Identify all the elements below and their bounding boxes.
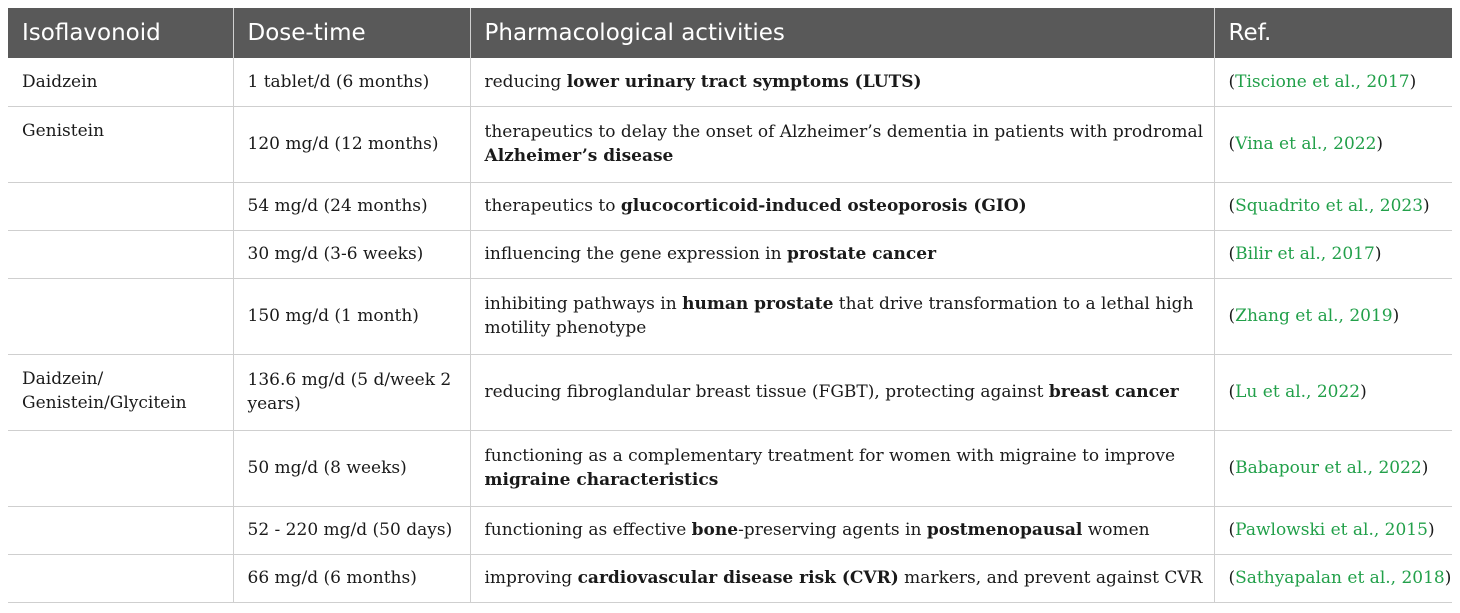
- activity-bold-text: lower urinary tract symptoms (LUTS): [566, 71, 922, 92]
- cell-ref: (Lu et al., 2022): [1214, 354, 1452, 430]
- table-row: [8, 430, 1452, 506]
- reference-link[interactable]: Squadrito et al., 2023: [1235, 196, 1424, 216]
- table-row: [8, 58, 1452, 106]
- table-row: [8, 554, 1452, 602]
- activity-text: therapeutics to: [484, 196, 621, 216]
- header-dose-time: Dose-time: [233, 8, 470, 58]
- cell-ref: (Babapour et al., 2022): [1214, 430, 1452, 506]
- reference-link[interactable]: Vina et al., 2022: [1235, 134, 1377, 154]
- cell-dose-time: 30 mg/d (3-6 weeks): [233, 230, 470, 278]
- header-pharmacological-activities: Pharmacological activities: [470, 8, 1214, 58]
- cell-ref: (Tiscione et al., 2017): [1214, 58, 1452, 106]
- cell-dose-time: 136.6 mg/d (5 d/week 2 years): [233, 354, 470, 430]
- activity-text: that drive transformation to a lethal high motility phenotype: [484, 294, 1194, 338]
- cell-dose-time: 52 - 220 mg/d (50 days): [233, 506, 470, 554]
- activity-bold-text: postmenopausal: [926, 520, 1083, 540]
- reference-link[interactable]: Zhang et al., 2019: [1235, 306, 1393, 326]
- table-row: [8, 506, 1452, 554]
- activity-bold-text: migraine characteristics: [484, 470, 719, 490]
- activity-text: reducing fibroglandular breast tissue (FGBT), protecting against: [484, 382, 1049, 402]
- cell-isoflavonoid: [8, 430, 233, 506]
- activity-bold-text: human prostate: [682, 294, 834, 314]
- activity-bold-text: breast cancer: [1048, 382, 1179, 402]
- cell-ref: (Vina et al., 2022): [1214, 106, 1452, 182]
- activity-bold-text: bone: [691, 520, 739, 540]
- cell-dose-time: 54 mg/d (24 months): [233, 182, 470, 230]
- table-header-row: [8, 8, 1452, 58]
- cell-ref: (Sathyapalan et al., 2018): [1214, 554, 1452, 602]
- reference-link[interactable]: Bilir et al., 2017: [1235, 244, 1375, 264]
- reference-link[interactable]: Babapour et al., 2022: [1235, 458, 1422, 478]
- cell-isoflavonoid: Daidzein: [8, 58, 233, 106]
- activity-text: women: [1082, 520, 1150, 540]
- activity-text: influencing the gene expression in: [484, 244, 787, 264]
- activity-bold-text: cardiovascular disease risk (CVR): [577, 568, 899, 588]
- cell-dose-time: 50 mg/d (8 weeks): [233, 430, 470, 506]
- activity-text: therapeutics to delay the onset of Alzheimer’s dementia in patients with prodromal: [484, 122, 1204, 142]
- cell-pharmacological-activity: [470, 58, 1214, 106]
- cell-pharmacological-activity: [470, 554, 1214, 602]
- cell-ref: (Squadrito et al., 2023): [1214, 182, 1452, 230]
- cell-pharmacological-activity: [470, 506, 1214, 554]
- table-row: [8, 354, 1452, 430]
- reference-link[interactable]: Sathyapalan et al., 2018: [1235, 568, 1445, 588]
- cell-isoflavonoid: [8, 182, 233, 230]
- activity-text: -preserving agents in: [738, 520, 927, 540]
- header-ref: Ref.: [1214, 8, 1452, 58]
- cell-isoflavonoid: [8, 230, 233, 278]
- isoflavonoid-table-container: [8, 8, 1452, 603]
- activity-text: improving: [484, 568, 578, 588]
- cell-pharmacological-activity: [470, 230, 1214, 278]
- cell-pharmacological-activity: [470, 106, 1214, 182]
- table-row: [8, 230, 1452, 278]
- activity-bold-text: glucocorticoid-induced osteoporosis (GIO): [620, 196, 1027, 216]
- isoflavonoid-table: [8, 8, 1452, 603]
- reference-link[interactable]: Tiscione et al., 2017: [1235, 71, 1410, 92]
- cell-isoflavonoid: Daidzein/ Genistein/Glycitein: [8, 354, 233, 430]
- activity-text: inhibiting pathways in: [484, 294, 683, 314]
- cell-ref: (Pawlowski et al., 2015): [1214, 506, 1452, 554]
- activity-bold-text: prostate cancer: [786, 244, 937, 264]
- reference-link[interactable]: Lu et al., 2022: [1235, 382, 1361, 402]
- cell-isoflavonoid: [8, 278, 233, 354]
- reference-link[interactable]: Pawlowski et al., 2015: [1235, 520, 1428, 540]
- cell-pharmacological-activity: [470, 354, 1214, 430]
- cell-dose-time: 66 mg/d (6 months): [233, 554, 470, 602]
- cell-dose-time: 1 tablet/d (6 months): [233, 58, 470, 106]
- table-body: [8, 58, 1452, 602]
- table-row: [8, 278, 1452, 354]
- cell-ref: (Bilir et al., 2017): [1214, 230, 1452, 278]
- cell-isoflavonoid: [8, 506, 233, 554]
- cell-isoflavonoid: Genistein: [8, 106, 233, 182]
- cell-ref: (Zhang et al., 2019): [1214, 278, 1452, 354]
- cell-dose-time: 150 mg/d (1 month): [233, 278, 470, 354]
- activity-text: functioning as a complementary treatment for women with migraine to improve: [484, 446, 1176, 466]
- cell-isoflavonoid: [8, 554, 233, 602]
- cell-dose-time: 120 mg/d (12 months): [233, 106, 470, 182]
- activity-bold-text: Alzheimer’s disease: [484, 146, 674, 166]
- activity-text: markers, and prevent against CVR: [898, 568, 1203, 588]
- table-row: [8, 182, 1452, 230]
- cell-pharmacological-activity: [470, 430, 1214, 506]
- cell-pharmacological-activity: [470, 278, 1214, 354]
- table-row: [8, 106, 1452, 182]
- activity-text: reducing: [484, 71, 567, 92]
- header-isoflavonoid: Isoflavonoid: [8, 8, 233, 58]
- cell-pharmacological-activity: [470, 182, 1214, 230]
- activity-text: functioning as effective: [484, 520, 692, 540]
